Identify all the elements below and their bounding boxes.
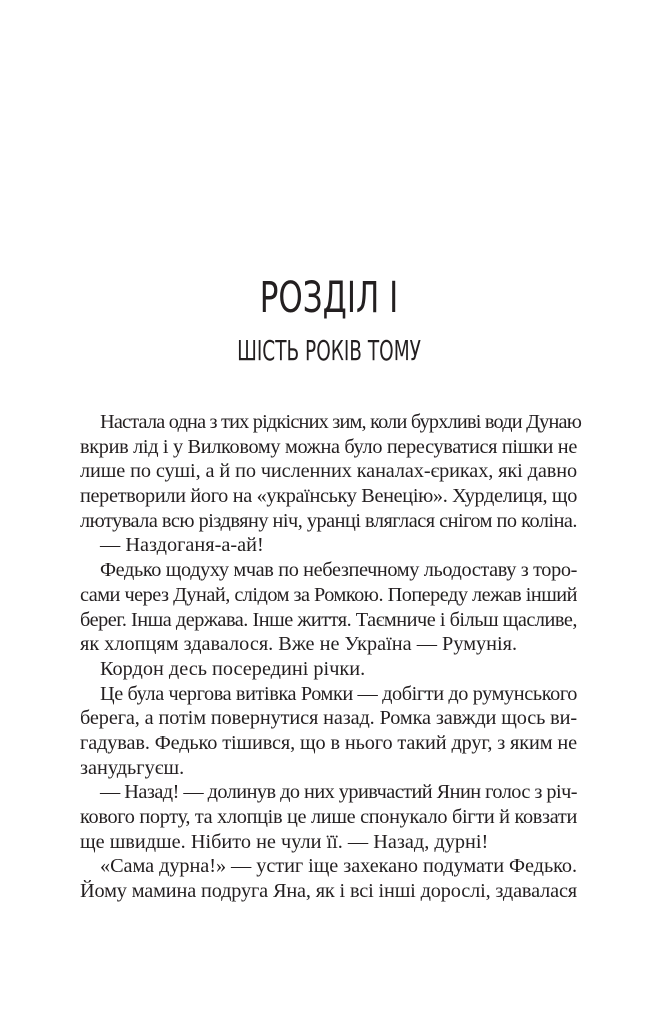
- text-line: Кордон десь посередині річки.: [100, 657, 366, 680]
- text-line: — Наздоганя-а-ай!: [100, 534, 264, 557]
- text-line: берега, а потім повернутися назад. Ромка завжди щось ви-: [80, 707, 577, 730]
- chapter-title: РОЗДІЛ І: [259, 273, 399, 323]
- chapter-subtitle: ШІСТЬ РОКІВ ТОМУ: [237, 334, 421, 367]
- text-line: Федько щодуху мчав по небезпечному льодоставу з торо-: [100, 559, 577, 582]
- text-line: кового порту, та хлопців це лише спонукало бігти й ковзати: [80, 806, 578, 828]
- text-line: ще швидше. Нібито не чули її. — Назад, дурні!: [80, 830, 489, 853]
- text-line: Це була чергова витівка Ромки — добігти до румунського: [100, 682, 577, 705]
- text-line: лише по суші, а й по численних каналах-єриках, які давно: [80, 460, 577, 483]
- text-line: гадував. Федько тішився, що в нього такий друг, з яким не: [80, 731, 577, 754]
- text-line: перетворили його на «українську Венецію». Хурделиця, що: [80, 485, 577, 508]
- text-line: сами через Дунай, слідом за Ромкою. Попереду лежав інший: [80, 583, 577, 606]
- text-line: — Назад! — долинув до них уривчастий Янин голос з річ-: [100, 781, 577, 804]
- text-line: занудьгуєш.: [80, 756, 185, 779]
- text-line: берег. Інша держава. Інше життя. Таємниче і більш щасливе,: [80, 608, 577, 631]
- text-line: як хлопцям здавалося. Вже не Україна — Румунія.: [80, 633, 518, 656]
- text-line: вкрив лід і у Вилковому можна було пересуватися пішки не: [80, 435, 577, 458]
- text-line: Настала одна з тих рідкісних зим, коли бурхливі води Дунаю: [100, 411, 582, 433]
- text-line: Йому мамина подруга Яна, як і всі інші дорослі, здавалася: [80, 880, 577, 903]
- text-line: «Сама дурна!» — устиг іще захекано подумати Федько.: [100, 855, 577, 878]
- text-line: лютувала всю різдвяну ніч, уранці вляглася снігом по коліна.: [80, 509, 577, 532]
- body-text: [80, 410, 582, 904]
